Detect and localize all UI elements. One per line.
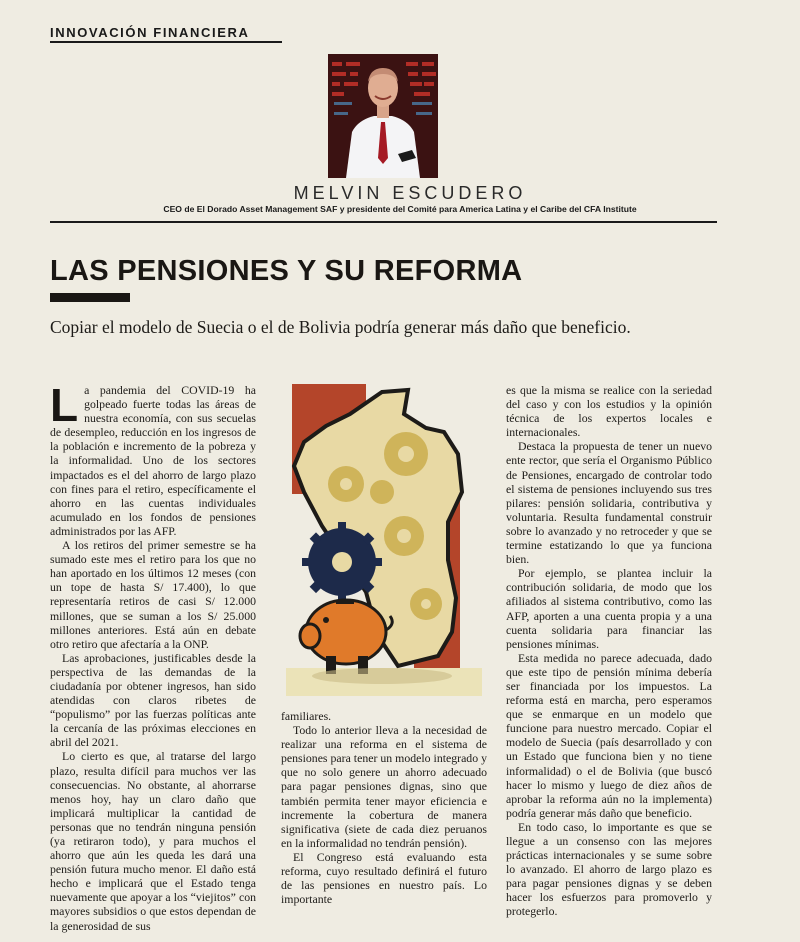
paragraph: es que la misma se realice con la seriedad del caso y con los estudios y la opinión técnica de los expertos locales e internacionales. bbox=[506, 383, 712, 440]
paragraph: Por ejemplo, se plantea incluir la contribución solidaria, de modo que los afiliados al sistema contributivo, como las AFP, aporten a una cuenta propia y a una cuenta solidaria para financiar las pensiones mínimas. bbox=[506, 566, 712, 651]
paragraph: El Congreso está evaluando esta reforma, cuyo resultado definirá el futuro de las pensiones en nuestro país. Lo importante bbox=[281, 849, 487, 907]
divider-rule bbox=[50, 221, 717, 223]
section-underline bbox=[50, 41, 282, 43]
peru-gears-illustration bbox=[286, 384, 482, 696]
author-name: MELVIN ESCUDERO bbox=[293, 183, 527, 203]
headline-bar bbox=[50, 293, 130, 302]
section-label: INNOVACIÓN FINANCIERA bbox=[50, 25, 250, 40]
paragraph: En todo caso, lo importante es que se llegue a un consenso con las mejores prácticas internacionales y se sume sobre lo avanzado. El ahorro de largo plazo es para pagar pensiones dignas y se deben hacer los esfuerzos para promoverlo y protegerlo. bbox=[506, 819, 712, 919]
paragraph: Las aprobaciones, justificables desde la perspectiva de las demandas de la ciudadanía por obtener ingresos, han sido atendidas con claros ribetes de “populismo” por las fuerzas políticas ante la cercanía de las próximas elecciones en abril del 2021. bbox=[50, 650, 256, 750]
paragraph: a pandemia del COVID-19 ha golpeado fuerte todas las áreas de nuestra economía, con sus secuelas de desempleo, reducción en los ingresos de la población e incremento de la pobreza y la informalidad. Uno de los sectores impactados es el del ahorro de largo plazo con fines para el retiro, específicamente el ahorro en las cuentas individuales acumulado en los fondos de pensiones administrados por las AFP. bbox=[50, 383, 256, 538]
paragraph: familiares. bbox=[281, 709, 332, 723]
paragraph: Destaca la propuesta de tener un nuevo ente rector, que sería el Organismo Público de Pensiones, encargado de controlar todo el sistema de pensiones incluyendo sus tres pilares: pensión solidaria, contributiva y voluntaria. Resulta fundamental construir sobre lo avanzado y no retroceder y que se termine estatizando lo que ya funciona bien. bbox=[506, 439, 712, 567]
headline: LAS PENSIONES Y SU REFORMA bbox=[50, 255, 523, 287]
dropcap: L bbox=[50, 379, 79, 431]
paragraph: Todo lo anterior lleva a la necesidad de realizar una reforma en el sistema de pensiones para tener un modelo integrado y que no solo genere un ahorro adecuado para pagar pensiones dignas, sino que también permita tener mayor eficiencia e incremente la cobertura de manera significativa (siete de cada diez peruanos en la informalidad no tendrán pensión). bbox=[281, 723, 487, 850]
column-1 bbox=[50, 379, 256, 933]
paragraph: Lo cierto es que, al tratarse del largo plazo, resulta difícil para muchos ver las consecuencias. No obstante, al ahorrarse menos hoy, hay un claro daño que implicará multiplicar la cantidad de personas que no tendrán ninguna pensión (ya retiraron todo), y para muchos el ahorro que aún les queda les dará una pensión futura mucho menor. El daño está hecho e implicará que el Estado tenga nuevamente que apoyar a los “viejitos” con mayores subsidios o que estos dependan de la generosidad de sus bbox=[50, 749, 256, 933]
column-2 bbox=[281, 709, 487, 906]
column-3 bbox=[506, 383, 712, 919]
author-role: CEO de El Dorado Asset Management SAF y presidente del Comité para America Latina y el Caribe del CFA Institute bbox=[163, 204, 637, 214]
paragraph: Esta medida no parece adecuada, dado que este tipo de pensión mínima debería ser financiada por los impuestos. La reforma está en marcha, pero esperamos que se enmarque en un modelo que funcione para nuestro mercado. Copiar el modelo de Suecia (país desarrollado y con un Estado que funciona bien y no tiene informalidad) o el de Bolivia (que buscó hacer lo mismo y luego de diez años de aprobar la reforma aún no la implementa) podría generar más daño que beneficio. bbox=[506, 650, 712, 820]
deck: Copiar el modelo de Suecia o el de Bolivia podría generar más daño que beneficio. bbox=[50, 317, 631, 337]
author-photo bbox=[328, 54, 438, 178]
paragraph: A los retiros del primer semestre se ha sumado este mes el retiro para los que no han aportado en los últimos 12 meses (con un tope de hasta S/ 17.400), lo que representaría retiros de casi S/ 12.000 millones, que se suman a los S/ 25.000 millones anteriores. Está aún en debate otro retiro que afectaría a la ONP. bbox=[50, 538, 256, 651]
